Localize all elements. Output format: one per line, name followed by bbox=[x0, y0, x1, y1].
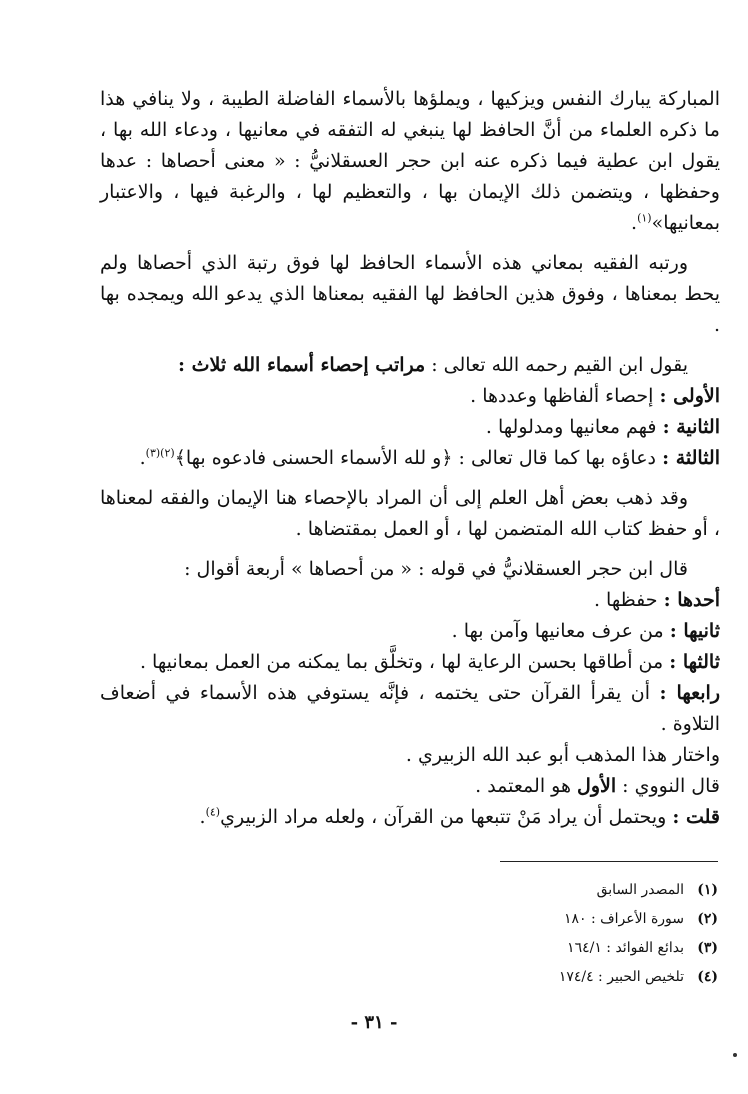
footnote-4 bbox=[400, 963, 718, 992]
footnote-ref-1: (١) bbox=[637, 211, 652, 225]
saying-1 bbox=[100, 585, 720, 616]
saying-1-label: أحدها : bbox=[663, 589, 720, 611]
footnote-text: المصدر السابق bbox=[596, 882, 684, 898]
level-3 bbox=[100, 443, 720, 474]
footnote-number: (٤) bbox=[697, 969, 718, 985]
paragraph-4: وقد ذهب بعض أهل العلم إلى أن المراد بالإحصاء هنا الإيمان والفقه لمعناها ، أو حفظ كتاب الله المتضمن لها ، أو العمل بمقتضاها . bbox=[100, 487, 720, 540]
author-comment-label: قلت : bbox=[672, 806, 720, 828]
paragraph-5: قال ابن حجر العسقلانيُّ في قوله : « من أحصاها » أربعة أقوال : bbox=[184, 558, 688, 580]
author-comment-text: ويحتمل أن يراد مَنْ تتبعها من القرآن ، ولعله مراد الزبيري bbox=[220, 806, 673, 828]
paragraph-1 bbox=[100, 84, 720, 239]
nawawi-intro: قال النووي : bbox=[616, 775, 720, 797]
paragraph-1-end: . bbox=[631, 212, 638, 234]
footnote-number: (١) bbox=[697, 882, 718, 898]
saying-1-text: حفظها . bbox=[593, 589, 664, 611]
saying-4-text: أن يقرأ القرآن حتى يختمه ، فإنَّه يستوفي هذه الأسماء في أضعاف التلاوة . bbox=[100, 682, 720, 735]
level-3-text: دعاؤه بها كما قال تعالى : ﴿و لله الأسماء الحسنى فادعوه بها﴾ bbox=[174, 447, 663, 469]
footnote-text: تلخيص الحبير : ١٧٤/٤ bbox=[558, 969, 684, 985]
page-number: - ٣١ - bbox=[350, 1012, 398, 1033]
saying-2 bbox=[100, 616, 720, 647]
level-2-label: الثانية : bbox=[662, 416, 720, 438]
footnote-number: (٢) bbox=[697, 911, 718, 927]
level-1 bbox=[100, 381, 720, 412]
nawawi-text: هو المعتمد . bbox=[475, 775, 578, 797]
footnote-ref-2-3: (٢)(٣) bbox=[145, 446, 175, 460]
level-2-text: فهم معانيها ومدلولها . bbox=[485, 416, 663, 438]
level-1-label: الأولى : bbox=[659, 385, 720, 407]
footnote-2 bbox=[400, 905, 718, 934]
paragraph-6: واختار هذا المذهب أبو عبد الله الزبيري . bbox=[405, 744, 720, 766]
footnote-text: سورة الأعراف : ١٨٠ bbox=[563, 911, 684, 927]
footnote-text: بدائع الفوائد : ١٦٤/١ bbox=[567, 940, 684, 956]
paragraph-7 bbox=[100, 771, 720, 802]
paragraph-8-end: . bbox=[199, 806, 206, 828]
saying-4-label: رابعها : bbox=[659, 682, 720, 704]
ibn-qayyim-intro: يقول ابن القيم رحمه الله تعالى : bbox=[425, 354, 688, 376]
paragraph-2: ورتبه الفقيه بمعاني هذه الأسماء الحافظ لها فوق رتبة الذي أحصاها ولم يحط بمعناها ، وفوق هذين الحافظ لها الفقيه بمعناها الذي يدعو الله ويمجده بها . bbox=[100, 252, 720, 336]
footnote-number: (٣) bbox=[697, 940, 718, 956]
scan-speck bbox=[733, 1053, 737, 1057]
footnote-3 bbox=[400, 934, 718, 963]
level-2 bbox=[100, 412, 720, 443]
footnote-divider bbox=[500, 861, 718, 862]
paragraph-8 bbox=[100, 802, 720, 833]
levels-heading: مراتب إحصاء أسماء الله ثلاث : bbox=[178, 354, 426, 376]
saying-3-text: من أطاقها بحسن الرعاية لها ، وتخلَّق بما يمكنه من العمل بمعانيها . bbox=[139, 651, 670, 673]
level-3-end: . bbox=[139, 447, 146, 469]
main-text bbox=[100, 84, 720, 833]
nawawi-choice: الأول bbox=[577, 775, 617, 797]
saying-3 bbox=[100, 647, 720, 678]
paragraph-3 bbox=[100, 350, 720, 381]
saying-3-label: ثالثها : bbox=[669, 651, 720, 673]
saying-2-label: ثانيها : bbox=[669, 620, 720, 642]
footnote-1 bbox=[400, 876, 718, 905]
saying-2-text: من عرف معانيها وآمن بها . bbox=[451, 620, 670, 642]
saying-4 bbox=[100, 678, 720, 740]
level-3-label: الثالثة : bbox=[662, 447, 720, 469]
footnotes bbox=[400, 876, 718, 992]
paragraph-1-text: المباركة يبارك النفس ويزكيها ، ويملؤها بالأسماء الفاضلة الطيبة ، ولا ينافي هذا ما ذكره العلماء من أنَّ الحافظ لها ينبغي له التفقه في معانيها ، ودعاء الله بها ، يقول ابن عطية فيما ذكره عنه ابن حجر العسقلانيُّ : « معنى أحصاها : عدها وحفظها ، ويتضمن ذلك الإيمان بها ، والتعظيم لها ، والرغبة فيها ، والاعتبار بمعانيها» bbox=[100, 88, 720, 234]
footnote-ref-4: (٤) bbox=[205, 805, 221, 819]
level-1-text: إحصاء ألفاظها وعددها . bbox=[470, 385, 660, 407]
